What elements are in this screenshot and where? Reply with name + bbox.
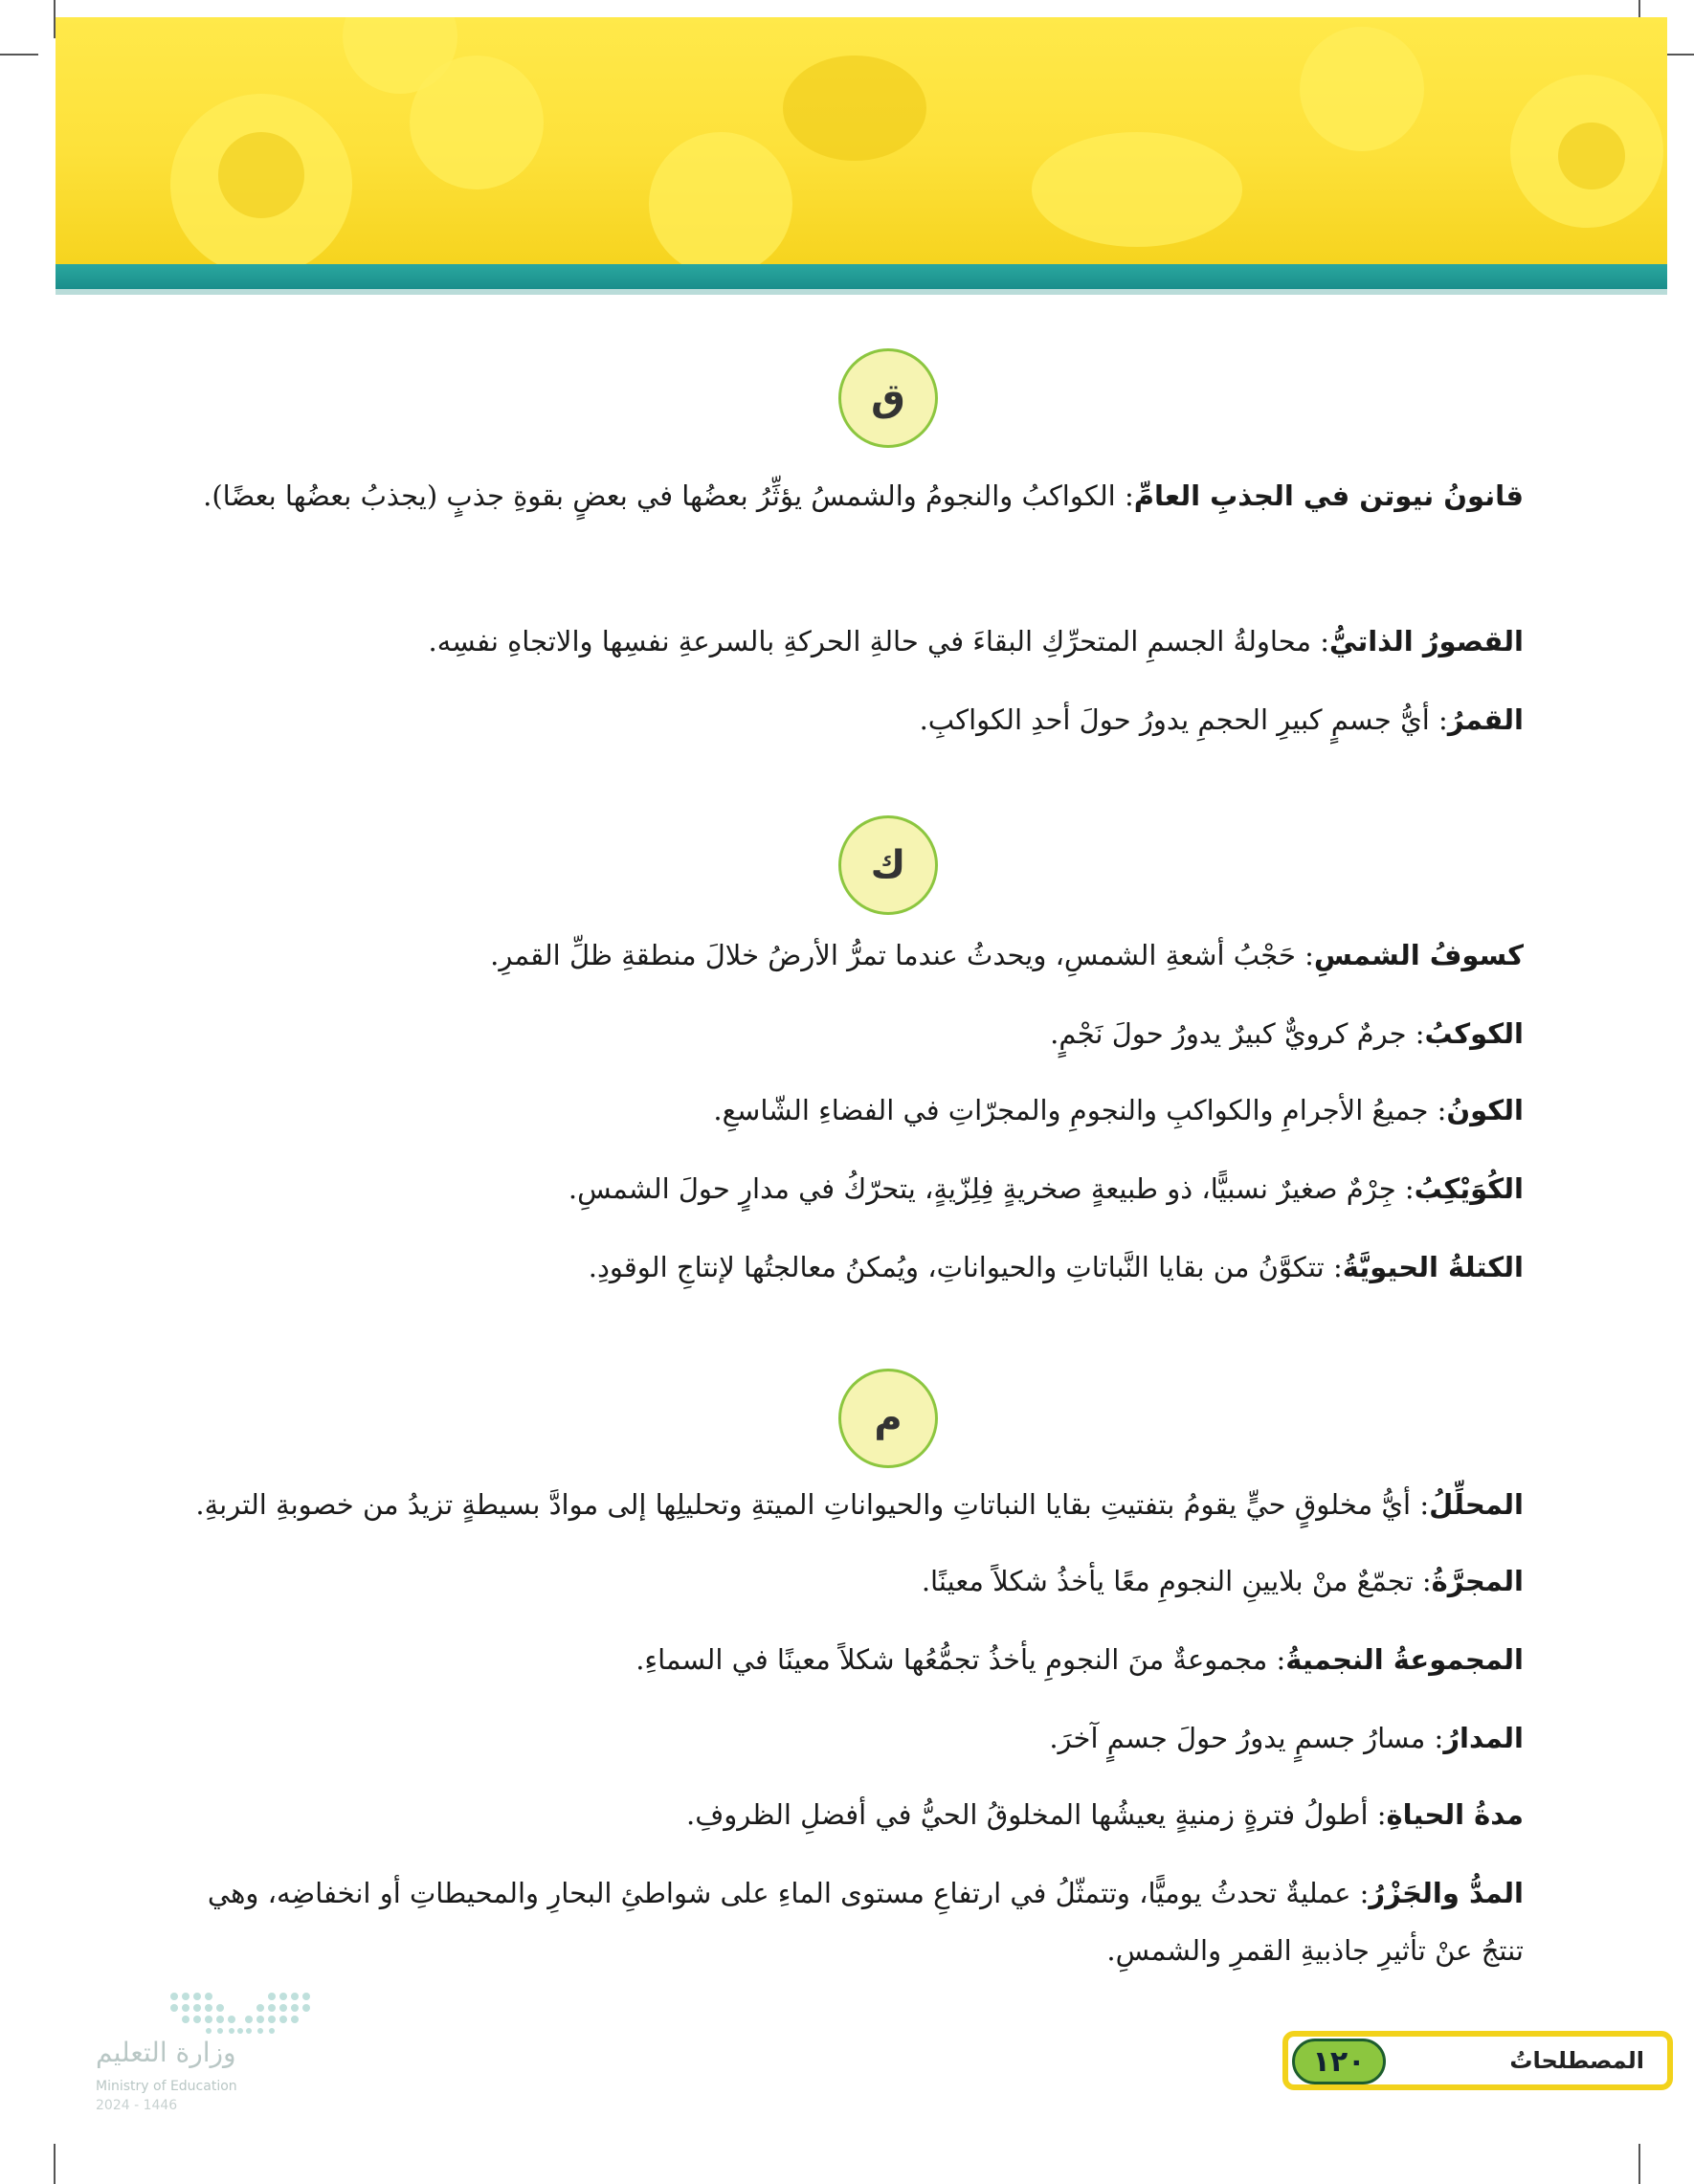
- glossary-entry: [165, 926, 1524, 984]
- glossary-definition: : حَجْبُ أشعةِ الشمسِ، ويحدثُ عندما تمرُّ الأرضُ خلالَ منطقةِ ظلِّ القمرِ.: [490, 939, 1314, 971]
- decor-shape: [1558, 123, 1625, 189]
- glossary-definition: : مسارُ جسمٍ يدورُ حولَ جسمٍ آخرَ.: [1049, 1722, 1444, 1754]
- glossary-term: القصورُ الذاتيُّ: [1329, 625, 1524, 657]
- glossary-definition: : تجمّعٌ منْ بلايينِ النجومِ معًا يأخذُ شكلاً معينًا.: [921, 1565, 1432, 1597]
- glossary-definition: : تتكوَّنُ من بقايا النَّباتاتِ والحيواناتِ، ويُمكنُ معالجتُها لإنتاجِ الوقودِ.: [588, 1251, 1343, 1283]
- page-footer-tab: [1282, 2031, 1673, 2090]
- glossary-definition: : جِرْمٌ صغيرٌ نسبيًّا، ذو طبيعةٍ صخريةٍ فِلِزّيةٍ، يتحرّكُ في مدارٍ حولَ الشمسِ.: [568, 1172, 1415, 1205]
- glossary-term: الكوكبُ: [1424, 1017, 1524, 1050]
- glossary-entry: [165, 1552, 1524, 1610]
- glossary-term: المجرَّةُ: [1431, 1565, 1524, 1597]
- ministry-name-en: Ministry of Education: [96, 2079, 237, 2094]
- glossary-definition: : جميعُ الأجرامِ والكواكبِ والنجومِ والمجرّاتِ في الفضاءِ الشّاسعِ.: [713, 1094, 1447, 1126]
- crop-mark: [0, 54, 38, 56]
- glossary-definition: : محاولةُ الجسمِ المتحرِّكِ البقاءَ في حالةِ الحركةِ بالسرعةِ نفسِها والاتجاهِ نفسِه.: [428, 625, 1329, 657]
- glossary-definition: : جرمٌ كرويٌّ كبيرٌ يدورُ حولَ نَجْمٍ.: [1050, 1017, 1425, 1050]
- ministry-year: 2024 - 1446: [96, 2098, 178, 2113]
- glossary-term: كسوفُ الشمسِ: [1313, 939, 1524, 971]
- decor-shape: [1300, 27, 1424, 151]
- glossary-entry: [165, 691, 1524, 748]
- letter-badge-meem: م: [838, 1369, 938, 1468]
- glossary-entry: [165, 613, 1524, 670]
- glossary-entry: [165, 1631, 1524, 1688]
- glossary-definition: : عمليةٌ تحدثُ يوميًّا، وتتمثّلُ في ارتفاعِ مستوى الماءِ على شواطئِ البحارِ والمحيطاتِ أو انخفاضِه، وهي تنتجُ عنْ تأثيرِ جاذبيةِ القمرِ والشمسِ.: [207, 1877, 1524, 1967]
- glossary-definition: : أطولُ فترةٍ زمنيةٍ يعيشُها المخلوقُ الحيُّ في أفضلِ الظروفِ.: [686, 1798, 1387, 1831]
- glossary-term: قانونُ نيوتن في الجذبِ العامِّ: [1133, 479, 1524, 512]
- decor-shape: [410, 56, 544, 189]
- glossary-entry: [165, 1005, 1524, 1062]
- glossary-term: الكونُ: [1446, 1094, 1524, 1126]
- glossary-definition: : الكواكبُ والنجومُ والشمسُ يؤثِّرُ بعضُها في بعضٍ بقوةِ جذبٍ (يجذبُ بعضُها بعضًا).: [203, 479, 1134, 512]
- glossary-definition: : مجموعةٌ منَ النجومِ يأخذُ تجمُّعُها شكلاً معينًا في السماءِ.: [635, 1643, 1286, 1676]
- glossary-entry: [165, 467, 1524, 524]
- glossary-term: مدةُ الحياةِ: [1386, 1798, 1524, 1831]
- decor-shape: [218, 132, 304, 218]
- glossary-entry: [165, 1160, 1524, 1217]
- glossary-term: الكُوَيْكِبُ: [1414, 1172, 1524, 1205]
- letter-badge-qaf: ق: [838, 348, 938, 448]
- glossary-entry: [165, 1238, 1524, 1296]
- glossary-entry: [165, 1786, 1524, 1843]
- crop-mark: [54, 2144, 56, 2184]
- decor-shape: [1032, 132, 1242, 247]
- glossary-entry: [165, 1476, 1524, 1533]
- glossary-entry: [165, 1081, 1524, 1139]
- glossary-term: المدارُ: [1443, 1722, 1524, 1754]
- glossary-term: الكتلةُ الحيويَّةُ: [1342, 1251, 1524, 1283]
- glossary-entry: [165, 1864, 1524, 1979]
- footer-section-label: المصطلحاتُ: [1509, 2047, 1644, 2074]
- glossary-term: المحلِّلُ: [1429, 1488, 1524, 1521]
- ministry-dots-icon: [168, 1991, 312, 2035]
- decor-shape: [783, 56, 926, 161]
- glossary-definition: : أيُّ جسمٍ كبيرِ الحجمِ يدورُ حولَ أحدِ الكواكبِ.: [919, 703, 1448, 736]
- decor-shape: [649, 132, 792, 264]
- ministry-logo: [96, 1991, 325, 2134]
- glossary-definition: : أيُّ مخلوقٍ حيٍّ يقومُ بتفتيتِ بقايا النباتاتِ والحيواناتِ الميتةِ وتحليلِها إلى موادَّ بسيطةٍ تزيدُ من خصوبةِ التربةِ.: [195, 1488, 1430, 1521]
- letter-badge-kaf: ك: [838, 815, 938, 915]
- page-number: ١٢٠: [1292, 2039, 1386, 2084]
- crop-mark: [1638, 2144, 1640, 2184]
- glossary-term: المجموعةُ النجميةُ: [1285, 1643, 1524, 1676]
- glossary-term: القمرُ: [1447, 703, 1524, 736]
- glossary-term: المدُّ والجَزْرُ: [1369, 1877, 1524, 1909]
- header-divider: [56, 264, 1667, 289]
- glossary-entry: [165, 1709, 1524, 1767]
- header-banner: [56, 17, 1667, 264]
- ministry-name-ar: وزارة التعليم: [96, 2037, 236, 2068]
